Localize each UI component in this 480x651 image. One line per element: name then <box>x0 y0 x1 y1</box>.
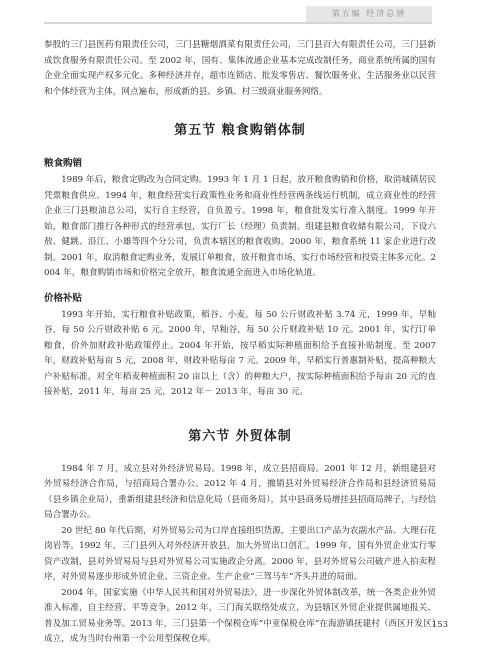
subsection-price-subsidy-paragraph: 1993 年开始，实行粮食补贴政策，稻谷、小麦，每 50 公斤财政补贴 3.74 元，1999 年，早籼谷，每 50 公斤财政补贴 6 元。2000 年，早籼谷，每 50 公斤财政补贴 10 元。2001 年，实行订单粮食，价外加财政补贴政策停止。2004 年开始，按早稻实际种植面积给予直接补贴制度。至 2007 年，财政补贴每亩 5 元，2008 年，财政补贴每亩 7 元。2009 年，早稻实行普惠制补贴，提高种粮大户补贴标准，对全年稻麦种植面积 20 亩以上（含）的种粮大户，按实际种植面积给予每亩 20 元的直接补贴，2011 年，每亩 25 元，2012 年－ 2013 年，每亩 30 元。 <box>44 309 436 397</box>
section6-paragraph-2: 20 世纪 80 年代后期，对外贸易公司为口岸直接组织货源，主要出口产品为农副水产品、大理石花岗岩等。1992 年，三门县列入对外经济开放县，加大外贸出口创汇。1999 年，国有外贸企业实行零资产改制，县对外贸易局与县对外贸易公司实施政企分离。2000 年，县对外贸易公司破产进入拍卖程序，对外贸易逐步形成外贸企业、三资企业、生产企业“三驾马车”齐头并进的局面。 <box>44 525 436 582</box>
page-number: 153 <box>431 620 448 630</box>
subsection-grain-purchase-paragraph: 1989 年后，粮食定购改为合同定购。1993 年 1 月 1 日起，放开粮食购销和价格，取消城镇居民凭票粮食供应。1994 年，粮食经营实行政策性业务和商业性经营两条线运行机制，成立商业性的经营企业三门县粮油总公司，实行自主经营，自负盈亏。1998 年，粮食批发实行准入制度。1999 年开始，粮食部门推行各种形式的经营承包，实行厂长（经理）负责制。组建县粮食收储有限公司，下设六敖、健跳、沿江、小雄等四个分公司，负责本辖区的粮食收购。2000 年，粮食系统 11 家企业进行改制。2001 年，取消粮食定购业务，发展订单粮食，放开粮食市场，实行市场经营和投资主体多元化。2004 年，粮食购销市场和价格完全放开，粮食流通全面进入市场化轨道。 <box>44 175 436 278</box>
running-header-tag: 第五编 经济总情 <box>306 6 432 22</box>
header-divider <box>44 22 432 24</box>
running-header <box>0 0 480 30</box>
intro-paragraph: 参股的三门县医药有限责任公司，三门县糖烟酒菜有限责任公司，三门县百大有限责任公司，三门县新成饮食服务有限责任公司。至 2002 年，国有、集体流通企业基本完成改制任务，商业系统所属的国有企业全面实现产权多元化。多种经济并存，超市连锁店、批发零售店、餐饮服务业、生活服务业以民营和个体经营为主体，网点遍布，形成新的县、乡镇、村三级商业服务网络。 <box>44 40 436 97</box>
section6-paragraph-1: 1984 年 7 月，成立县对外经济贸易局。1998 年，成立县招商局。2001 年 12 月，新组建县对外贸易经济合作局，与招商局合署办公。2012 年 4 月，撤销县对外贸易经济合作局和县经济贸易局（县乡镇企业局），重新组建县经济和信息化局（县商务局），其中县商务局增挂县招商局牌子，与经信局合署办公。 <box>44 463 436 520</box>
subsection-price-subsidy-heading: 价格补贴 <box>44 292 83 304</box>
page-body <box>44 38 436 648</box>
section5-heading: 第五节 粮食购销体制 <box>174 123 306 138</box>
section6-heading: 第六节 外贸体制 <box>188 428 292 444</box>
section6-paragraph-3: 2004 年，国家实施《中华人民共和国对外贸易法》，进一步深化外贸体制改革，统一各类企业外贸准入标准，自主经营、平等竞争。2012 年，三门海关联络处成立，为县辖区外贸企业提供属地报关、普及加工贸易业务等。2013 年，三门县第一个保税仓库“中亚保税仓库”在海游镇抚建村（西区开发区）成立，成为当时台州第一个公用型保税仓库。 <box>44 587 436 644</box>
subsection-grain-purchase-heading: 粮食购销 <box>44 158 83 169</box>
